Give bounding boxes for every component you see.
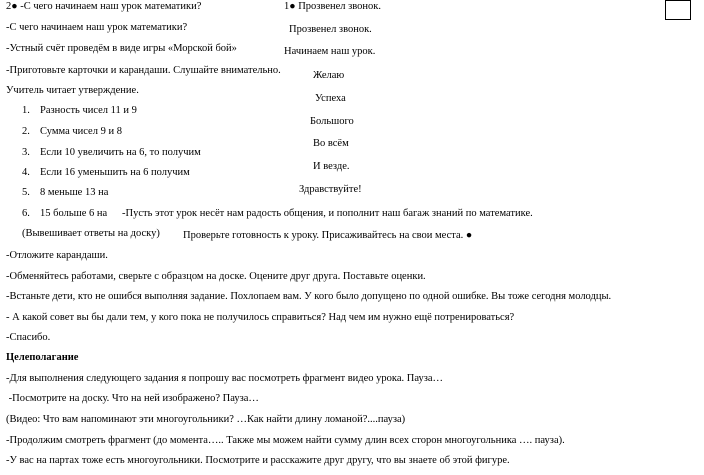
- item-1-bell: 1● Прозвенел звонок.: [284, 1, 382, 12]
- poem-everywhere: И везде.: [313, 161, 350, 172]
- answers-note: (Вывешивает ответы на доску): [22, 228, 160, 239]
- poem-big: Большого: [310, 116, 354, 127]
- section-line: (Видео: Что вам напоминают эти многоугольники? …Как найти длину ломаной?....пауза): [6, 414, 406, 425]
- statement-num: 6.: [22, 208, 30, 219]
- poem-wish: Желаю: [313, 70, 345, 81]
- statement-num: 5.: [22, 187, 30, 198]
- statement-num: 1.: [22, 105, 30, 116]
- statement-num: 4.: [22, 167, 30, 178]
- corner-box: [665, 0, 691, 20]
- item-2-question: 2● -С чего начинаем наш урок математики?: [6, 1, 202, 12]
- statement-text: Если 16 уменьшить на 6 получим: [40, 167, 190, 178]
- game-line: -Устный счёт проведём в виде игры «Морской бой»: [6, 43, 237, 54]
- statement-num: 3.: [22, 147, 30, 158]
- body-line: -Обменяйтесь работами, сверьте с образцом на доске. Оцените друг друга. Поставьте оценки.: [6, 271, 426, 282]
- statement-text: Если 10 увеличить на 6, то получим: [40, 147, 201, 158]
- poem-bell: Прозвенел звонок.: [289, 24, 372, 35]
- lesson-wish-line: -Пусть этот урок несёт нам радость общения, и пополнит наш багаж знаний по математике.: [122, 208, 533, 219]
- body-line: -Отложите карандаши.: [6, 250, 108, 261]
- section-title: Целеполагание: [6, 352, 79, 363]
- body-line: -Встаньте дети, кто не ошибся выполняя задание. Похлопаем вам. У кого было допущено по одной ошибке. Вы тоже сегодня молодцы.: [6, 291, 612, 302]
- section-line: -Для выполнения следующего задания я попрошу вас посмотреть фрагмент видео урока. Пауза…: [6, 373, 444, 384]
- section-line: -У вас на партах тоже есть многоугольники. Посмотрите и расскажите друг другу, что вы знаете об этой фигуре.: [6, 455, 510, 466]
- question-line: -С чего начинаем наш урок математики?: [6, 22, 188, 33]
- section-line: -Посмотрите на доску. Что на ней изображено? Пауза…: [6, 393, 259, 404]
- prepare-line: -Приготовьте карточки и карандаши. Слушайте внимательно.: [6, 65, 281, 76]
- poem-in-all: Во всём: [313, 138, 349, 149]
- poem-start: Начинаем наш урок.: [284, 46, 376, 57]
- statement-text: 8 меньше 13 на: [40, 187, 109, 198]
- check-ready-line: Проверьте готовность к уроку. Присаживайтесь на свои места. ●: [183, 230, 473, 241]
- statement-text: 15 больше 6 на: [40, 208, 108, 219]
- body-line: - А какой совет вы бы дали тем, у кого пока не получилось справиться? Над чем им нужно ещё потренироваться?: [6, 312, 515, 323]
- poem-hello: Здравствуйте!: [299, 184, 362, 195]
- statement-num: 2.: [22, 126, 30, 137]
- section-line: -Продолжим смотреть фрагмент (до момента….. Также мы можем найти сумму длин всех сторон многоугольника …. пауза).: [6, 435, 565, 446]
- body-line: -Спасибо.: [6, 332, 51, 343]
- poem-success: Успеха: [315, 93, 346, 104]
- statement-text: Разность чисел 11 и 9: [40, 105, 137, 116]
- statement-text: Сумма чисел 9 и 8: [40, 126, 122, 137]
- teacher-line: Учитель читает утверждение.: [6, 85, 139, 96]
